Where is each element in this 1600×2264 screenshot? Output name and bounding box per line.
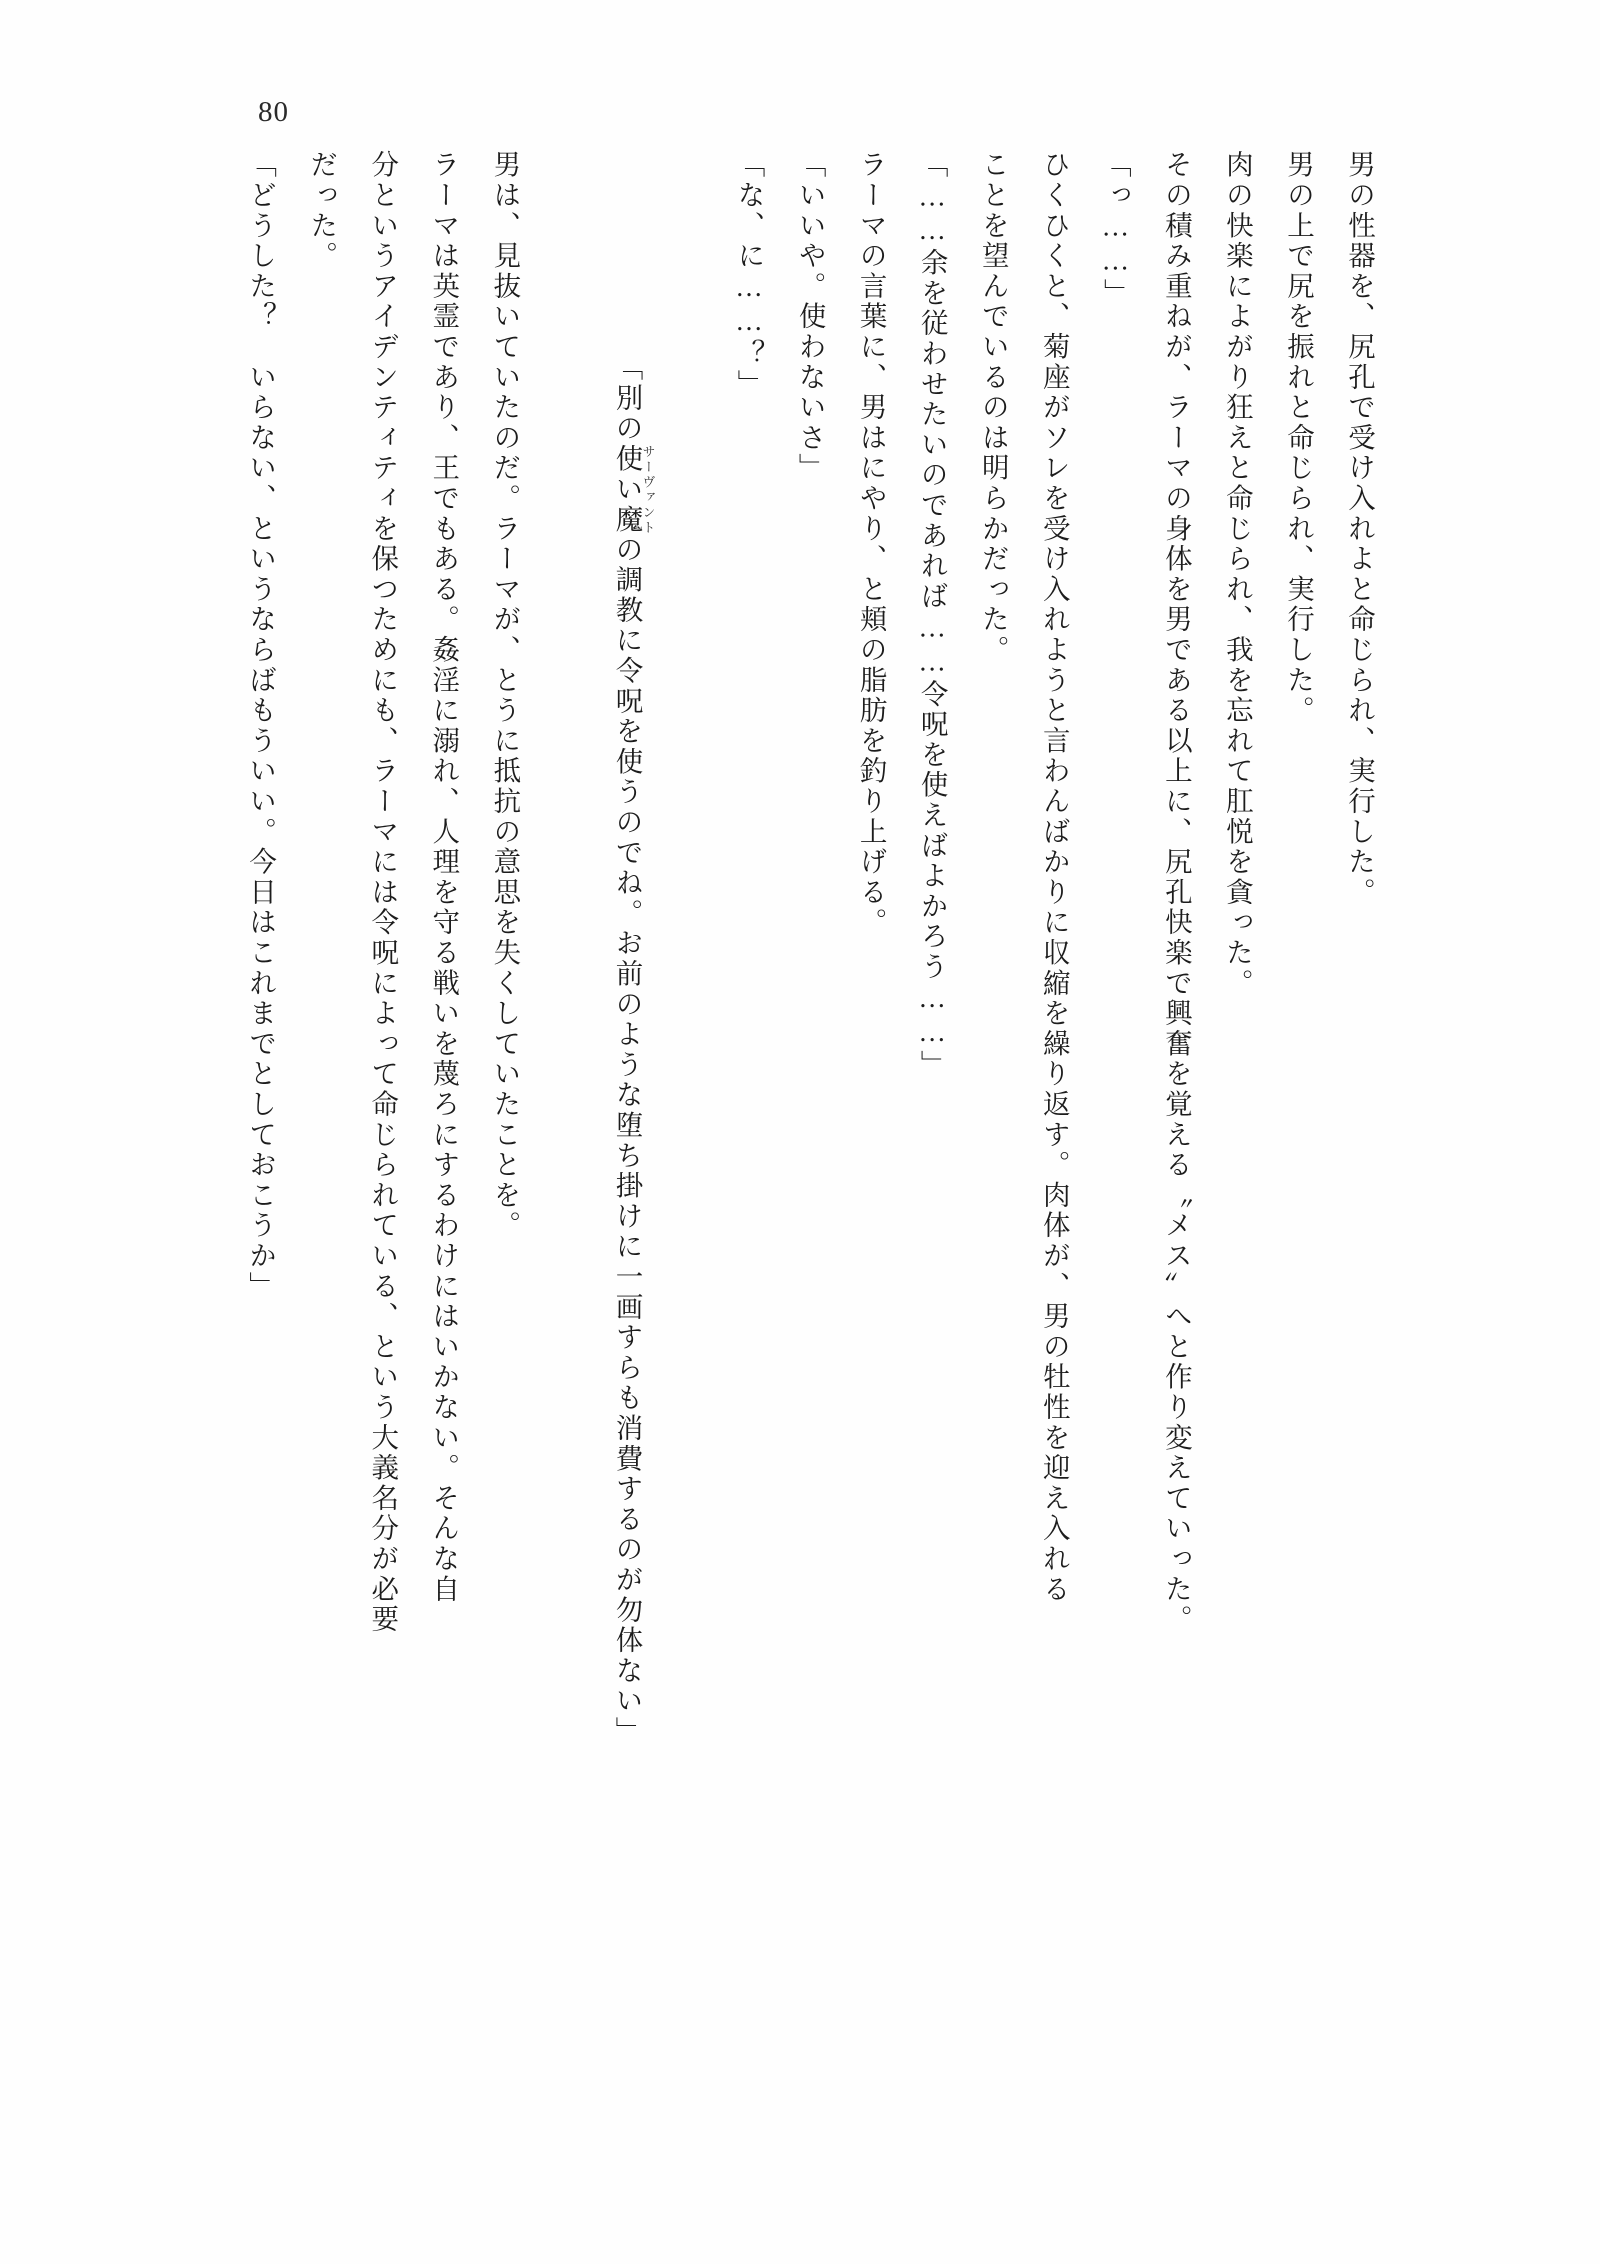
text-line: 「……余を従わせたいのであれば……令呪を使えばよかろう……」 <box>916 150 948 1080</box>
text-line: 分というアイデンティティを保つためにも、ラーマには令呪によって命じられている、という大義名分が必要 <box>367 150 399 1635</box>
ruby-line-prefix: 「別の <box>611 352 643 444</box>
text-line: ラーマは英霊であり、王でもある。姦淫に溺れ、人理を守る戦いを蔑ろにするわけにはいかない。そんな自 <box>428 150 460 1605</box>
ruby-base: 使い魔 <box>611 443 643 535</box>
text-line: ひくひくと、菊座がソレを受け入れようと言わんばかりに収縮を繰り返す。肉体が、男の牡性を迎え入れる <box>1038 150 1070 1605</box>
text-line: その積み重ねが、ラーマの身体を男である以上に、尻孔快楽で興奮を覚える〝メス〟へと作り変えていった。 <box>1160 150 1192 1635</box>
text-line: 男の性器を、尻孔で受け入れよと命じられ、実行した。 <box>1344 150 1375 908</box>
text-line: ラーマの言葉に、男はにやり、と頬の脂肪を釣り上げる。 <box>855 150 887 938</box>
ruby-servant <box>611 443 656 535</box>
page-text-body <box>210 150 1390 2090</box>
text-line: 男は、見抜いていたのだ。ラーマが、とうに抵抗の意思を失くしていたことを。 <box>489 150 521 1241</box>
text-line: 「いいや。使わないさ」 <box>794 150 826 484</box>
text-line-with-ruby <box>535 150 718 2090</box>
text-line: 男の上で尻を振れと命じられ、実行した。 <box>1282 150 1314 726</box>
text-line: ことを望んでいるのは明らかだった。 <box>977 150 1009 666</box>
text-line: 「どうした？ いらない、というならばもういい。今日はこれまでとしておこうか」 <box>245 150 277 1302</box>
ruby-line-suffix: の調教に令呪を使うのでね。お前のような堕ち掛けに一画すらも消費するのが勿体ない」 <box>611 534 643 1747</box>
ruby-reading: サーヴァント <box>640 443 656 535</box>
page-number: 80 <box>258 96 289 128</box>
text-line: 「っ……」 <box>1099 150 1131 309</box>
text-line: 「な、に……？」 <box>733 150 765 400</box>
text-line: だった。 <box>306 150 338 272</box>
text-line: 肉の快楽によがり狂えと命じられ、我を忘れて肛悦を貪った。 <box>1221 150 1253 999</box>
